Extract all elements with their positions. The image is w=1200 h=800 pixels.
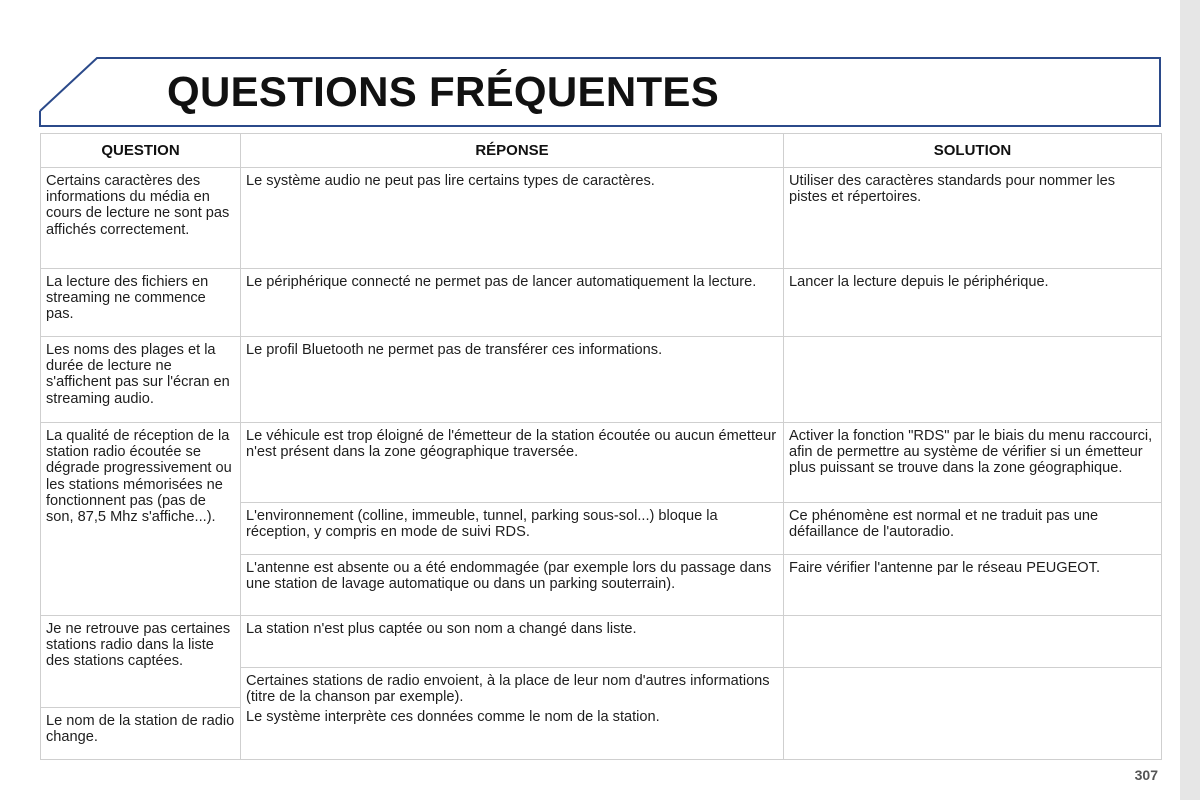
faq-table (40, 133, 1162, 760)
page-number: 307 (1134, 767, 1158, 783)
answer-cell: Le système audio ne peut pas lire certains types de caractères. (241, 168, 784, 269)
answer-cell: L'antenne est absente ou a été endommagée (par exemple lors du passage dans une station de lavage automatique ou dans un parking souterrain). (241, 555, 784, 616)
solution-cell (784, 668, 1162, 760)
question-cell: Les noms des plages et la durée de lecture ne s'affichent pas sur l'écran en streaming audio. (41, 337, 241, 423)
question-cell: Le nom de la station de radio change. (41, 708, 241, 760)
answer-cell: Le périphérique connecté ne permet pas de lancer automatiquement la lecture. (241, 269, 784, 337)
solution-cell: Faire vérifier l'antenne par le réseau PEUGEOT. (784, 555, 1162, 616)
answer-cell (241, 668, 784, 760)
table-header-row (41, 134, 1162, 168)
solution-cell (784, 616, 1162, 668)
question-cell: Je ne retrouve pas certaines stations radio dans la liste des stations captées. (41, 616, 241, 708)
header-question: QUESTION (41, 134, 241, 168)
answer-paragraph: Le système interprète ces données comme le nom de la station. (246, 709, 660, 726)
question-cell: La lecture des fichiers en streaming ne commence pas. (41, 269, 241, 337)
solution-cell: Lancer la lecture depuis le périphérique. (784, 269, 1162, 337)
header-solution: SOLUTION (784, 134, 1162, 168)
solution-cell: Utiliser des caractères standards pour nommer les pistes et répertoires. (784, 168, 1162, 269)
answer-cell: La station n'est plus captée ou son nom a changé dans liste. (241, 616, 784, 668)
table-row (41, 168, 1162, 269)
answer-cell: Le véhicule est trop éloigné de l'émetteur de la station écoutée ou aucun émetteur n'est présent dans la zone géographique traversée. (241, 423, 784, 503)
answer-cell: L'environnement (colline, immeuble, tunnel, parking sous-sol...) bloque la réception, y compris en mode de suivi RDS. (241, 503, 784, 555)
answer-cell: Le profil Bluetooth ne permet pas de transférer ces informations. (241, 337, 784, 423)
solution-cell: Ce phénomène est normal et ne traduit pas une défaillance de l'autoradio. (784, 503, 1162, 555)
solution-cell: Activer la fonction "RDS" par le biais du menu raccourci, afin de permettre au système de vérifier si un émetteur plus puissant se trouve dans la zone géographique. (784, 423, 1162, 503)
page-title: QUESTIONS FRÉQUENTES (167, 68, 720, 115)
table-row (41, 337, 1162, 423)
question-cell: Certains caractères des informations du média en cours de lecture ne sont pas affichés correctement. (41, 168, 241, 269)
table-row (41, 269, 1162, 337)
solution-cell (784, 337, 1162, 423)
question-cell: La qualité de réception de la station radio écoutée se dégrade progressivement ou les stations mémorisées ne fonctionnent pas (pas de son, 87,5 Mhz s'affiche...). (41, 423, 241, 616)
table-row (41, 616, 1162, 668)
header-answer: RÉPONSE (241, 134, 784, 168)
answer-paragraph: Certaines stations de radio envoient, à la place de leur nom d'autres informations (titre de la chanson par exemple). (246, 673, 770, 706)
table-row (41, 423, 1162, 503)
